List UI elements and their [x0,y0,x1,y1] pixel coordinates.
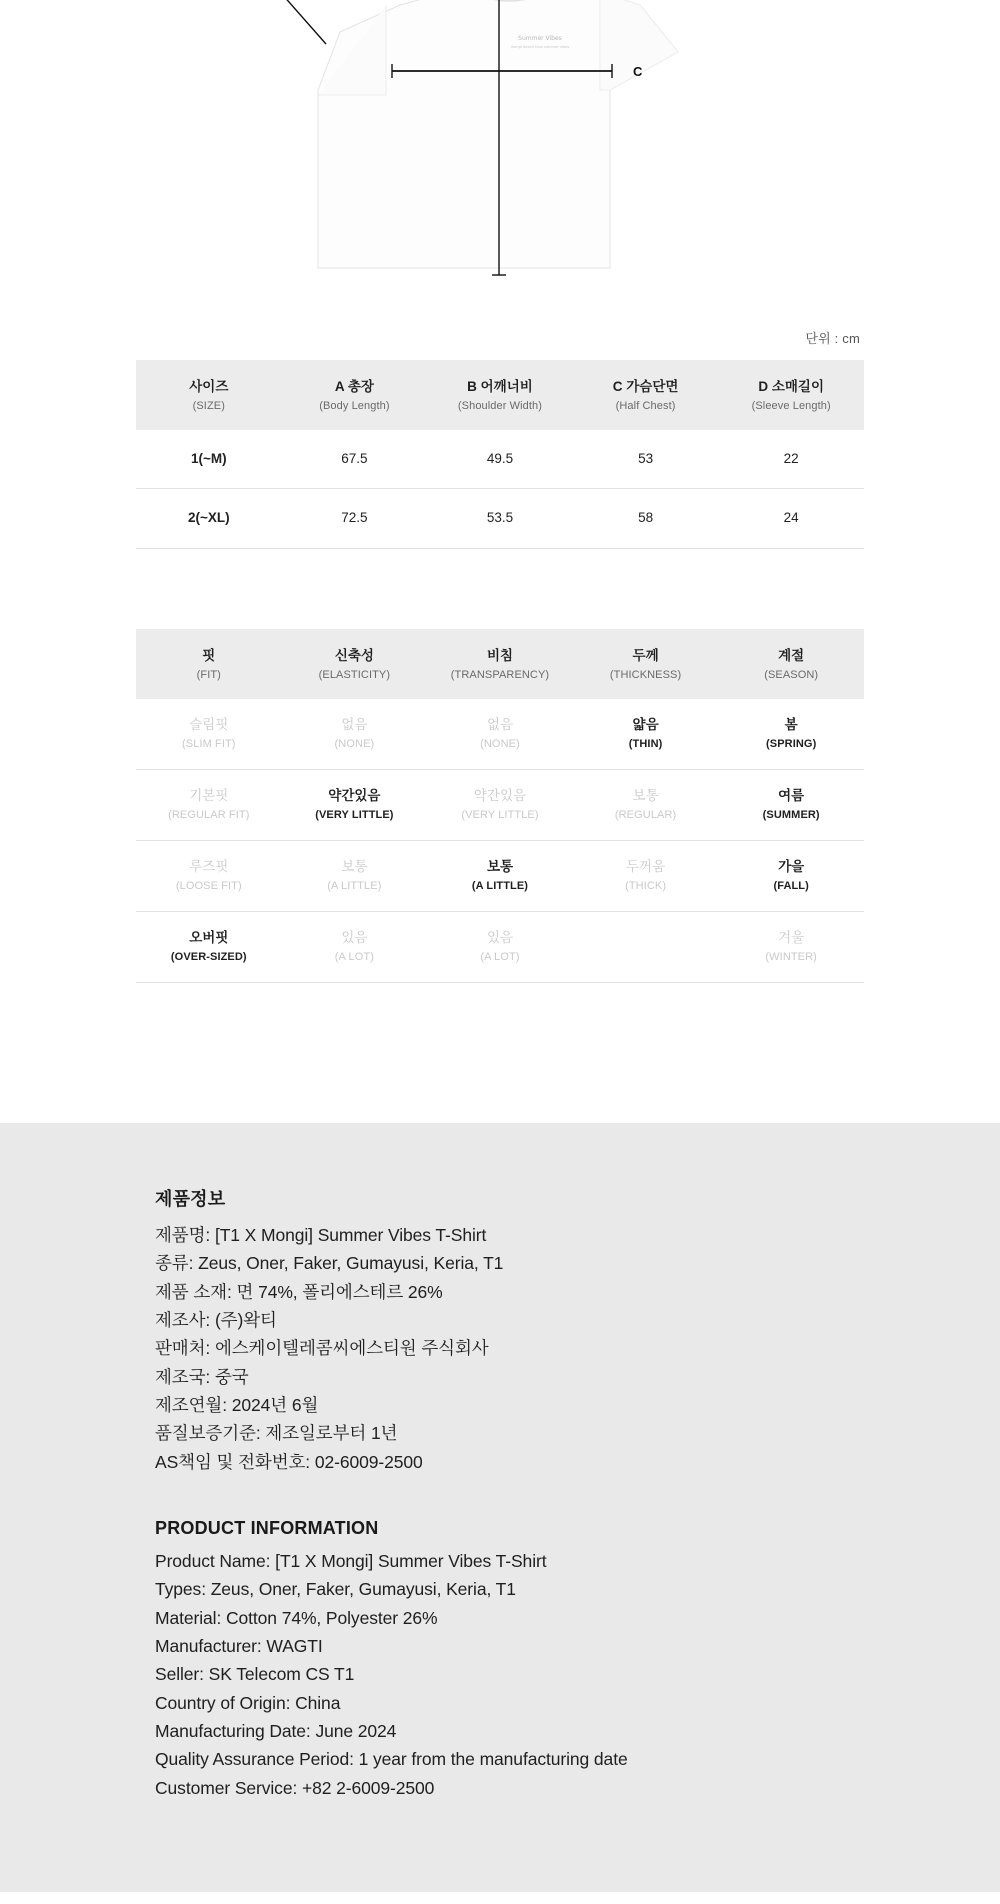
spec-value-ko: 슬림핏 [189,716,229,732]
product-information-inner [105,1185,895,1802]
spec-cell-elasticity [282,769,428,840]
product-info-line: Material: Cotton 74%, Polyester 26% [155,1607,438,1628]
spec-value-ko: 오버핏 [189,929,229,945]
spec-value-en: (SUMMER) [762,808,820,821]
spec-value-en: (A LITTLE) [471,879,529,892]
product-info-line: 제조국: 중국 [155,1366,249,1387]
spec-cell-elasticity [282,911,428,982]
spec-cell-thickness [573,769,719,840]
table-row [136,430,864,489]
table-row [136,699,864,770]
table-row [136,840,864,911]
spec-cell-season [718,699,864,770]
header-en: (ELASTICITY) [318,668,391,681]
size-cell-body-length: 67.5 [282,430,428,489]
spec-value-en: (THIN) [628,737,663,750]
header-ko: 계절 [778,647,805,663]
product-info-line: 제조사: (주)왁티 [155,1309,277,1330]
size-cell-size: 2(~XL) [136,489,282,548]
shirt-print-line2: mongi beach club summer vibes [510,45,570,49]
spec-value-en: (A LITTLE) [327,879,382,892]
size-table-header-row [136,360,864,430]
spec-cell-thickness [573,699,719,770]
size-cell-body-length: 72.5 [282,489,428,548]
spec-cell-fit [136,699,282,770]
spec-cell-transparency [427,699,573,770]
header-ko: 두께 [632,647,659,663]
size-table-body [136,430,864,548]
shirt-print-line1: Summer Vibes [518,35,562,42]
spec-table-body [136,699,864,983]
spec-value-en: (WINTER) [765,950,817,963]
spec-value-ko: 겨울 [778,929,805,945]
size-diagram [0,0,1000,346]
spec-value-ko: 보통 [341,858,368,874]
spec-col-header-season [718,629,864,699]
product-info-line: 품질보증기준: 제조일로부터 1년 [155,1423,398,1444]
size-col-header-shoulder-width [427,360,573,430]
spec-col-header-elasticity [282,629,428,699]
spec-cell-season [718,769,864,840]
product-information-english [155,1518,895,1802]
spec-value-ko: 없음 [341,716,368,732]
spec-value-en: (FALL) [773,879,809,892]
spec-value-ko: 약간있음 [473,787,527,803]
spec-value-ko: 여름 [778,787,805,803]
size-col-header-size [136,360,282,430]
product-info-line: 종류: Zeus, Oner, Faker, Gumayusi, Keria, T1 [155,1253,504,1274]
spec-cell-fit [136,911,282,982]
spec-table-container [136,549,864,983]
size-cell-half-chest: 58 [573,489,719,548]
spec-value-ko: 보통 [632,787,659,803]
spec-value-en: (NONE) [480,737,520,750]
spec-value-en: (A LOT) [334,950,374,963]
size-cell-shoulder-width: 49.5 [427,430,573,489]
spec-value-en: (THICK) [625,879,667,892]
header-ko: 비침 [486,647,514,663]
size-col-header-sleeve-length [718,360,864,430]
spec-value-en: (REGULAR) [614,808,677,821]
header-ko: D 소매길이 [758,379,825,394]
spec-value-en: (OVER-SIZED) [170,950,247,963]
product-info-line: 제조연월: 2024년 6월 [155,1394,319,1415]
spec-cell-elasticity [282,699,428,770]
product-info-line: Country of Origin: China [155,1692,341,1713]
product-info-title-en: PRODUCT INFORMATION [155,1517,379,1538]
header-en: (Body Length) [319,400,390,413]
size-cell-sleeve-length: 22 [718,430,864,489]
size-cell-sleeve-length: 24 [718,489,864,548]
header-en: (TRANSPARENCY) [450,668,550,681]
spec-table [136,629,864,983]
header-en: (Half Chest) [615,400,676,413]
spec-col-header-fit [136,629,282,699]
size-table-container [136,300,864,549]
header-en: (SIZE) [192,400,225,413]
spec-value-en: (SLIM FIT) [182,737,236,750]
size-col-header-body-length [282,360,428,430]
product-info-line: AS책임 및 전화번호: 02-6009-2500 [155,1451,423,1472]
size-cell-shoulder-width: 53.5 [427,489,573,548]
spec-cell-season [718,840,864,911]
header-en: (SEASON) [764,668,819,681]
header-ko: 사이즈 [189,379,229,394]
spec-cell-transparency [427,911,573,982]
spec-value-ko: 루즈핏 [189,858,229,874]
spec-cell-season [718,911,864,982]
spec-value-ko: 얇음 [632,716,659,732]
header-en: (FIT) [196,668,221,681]
spec-value-en: (REGULAR FIT) [168,808,250,821]
spec-value-en: (LOOSE FIT) [175,879,242,892]
header-ko: 신축성 [334,647,374,663]
spec-value-en: (SPRING) [766,737,817,750]
product-info-line: Manufacturing Date: June 2024 [155,1720,397,1741]
spec-value-ko: 없음 [486,716,514,732]
spec-cell-transparency [427,769,573,840]
spec-value-en: (NONE) [334,737,375,750]
product-info-title-ko: 제품정보 [155,1188,226,1209]
spec-cell-elasticity [282,840,428,911]
spec-table-header-row [136,629,864,699]
product-info-line: Seller: SK Telecom CS T1 [155,1664,355,1685]
header-ko: A 총장 [334,379,374,394]
spec-cell-fit [136,769,282,840]
product-info-line: 제품명: [T1 X Mongi] Summer Vibes T-Shirt [155,1224,487,1245]
product-info-line: Customer Service: +82 2-6009-2500 [155,1777,435,1798]
spec-col-header-thickness [573,629,719,699]
table-row [136,911,864,982]
table-row [136,769,864,840]
spec-value-ko: 약간있음 [328,787,381,803]
tshirt-illustration [0,0,1000,300]
spec-value-en: (VERY LITTLE) [461,808,539,821]
spacer [0,983,1000,1123]
spec-value-ko: 기본핏 [189,787,229,803]
header-en: (Sleeve Length) [751,400,831,413]
unit-note: 단위 : cm [805,331,860,346]
product-information-section [0,1123,1000,1892]
spec-value-ko: 가을 [778,858,805,874]
product-info-line: Types: Zeus, Oner, Faker, Gumayusi, Keria, T1 [155,1579,516,1600]
spec-cell-fit [136,840,282,911]
spec-cell-transparency [427,840,573,911]
product-info-line: Quality Assurance Period: 1 year from the manufacturing date [155,1749,628,1770]
spec-value-ko: 두꺼움 [626,858,666,874]
size-cell-size: 1(~M) [136,430,282,489]
spec-value-en: (A LOT) [480,950,520,963]
size-col-header-half-chest [573,360,719,430]
spec-value-ko: 있음 [341,929,368,945]
header-en: (Shoulder Width) [457,400,543,413]
header-en: (THICKNESS) [609,668,682,681]
product-information-korean [155,1185,895,1476]
product-info-line: 제품 소재: 면 74%, 폴리에스테르 26% [155,1281,443,1302]
spec-value-ko: 보통 [486,858,514,874]
product-info-line: Product Name: [T1 X Mongi] Summer Vibes T-Shirt [155,1550,547,1571]
product-info-line: 판매처: 에스케이텔레콤씨에스티원 주식회사 [155,1338,489,1359]
size-table [136,360,864,549]
spec-table-head [136,629,864,699]
spec-value-en: (VERY LITTLE) [315,808,394,821]
size-cell-half-chest: 53 [573,430,719,489]
spec-cell-thickness [573,840,719,911]
header-ko: C 가슴단면 [612,379,679,394]
product-info-line: Manufacturer: WAGTI [155,1635,323,1656]
spec-cell-thickness [573,911,719,982]
header-ko: 핏 [202,647,216,663]
spec-value-ko: 있음 [486,929,514,945]
table-row [136,489,864,548]
header-ko: B 어깨너비 [467,379,533,394]
size-table-head [136,360,864,430]
diagram-label-c: C [633,64,643,79]
spec-col-header-transparency [427,629,573,699]
spec-value-ko: 봄 [784,716,798,732]
